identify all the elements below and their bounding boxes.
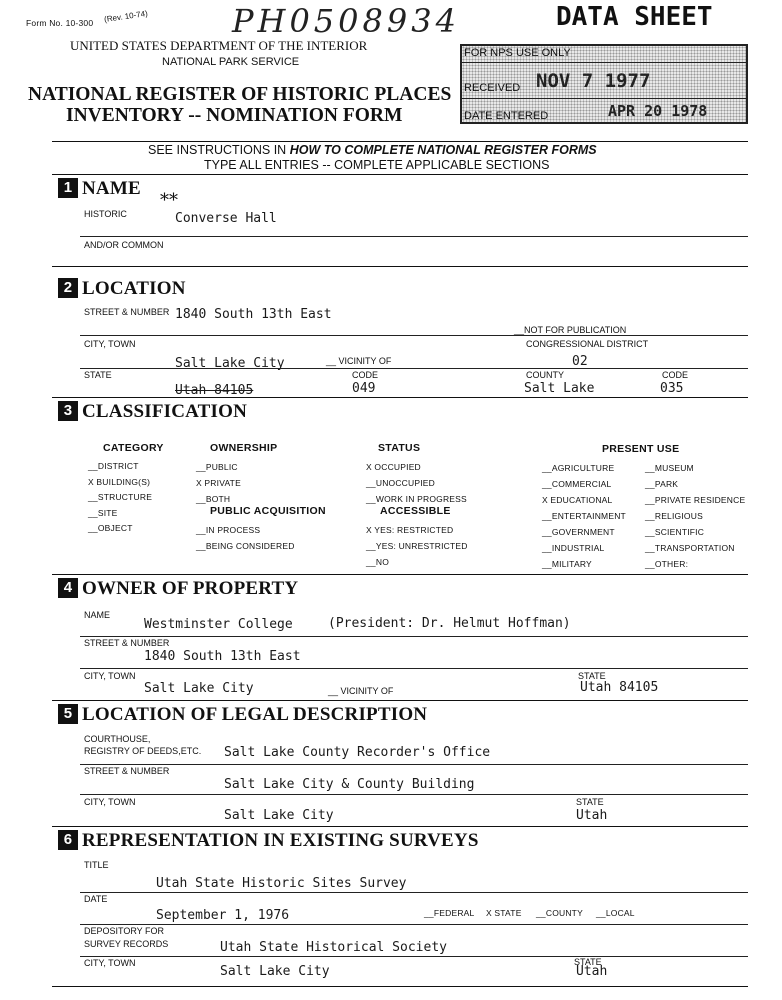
courthouse-label-2: REGISTRY OF DEEDS,ETC. (84, 746, 202, 756)
form-revision: (Rev. 10-74) (103, 8, 149, 25)
form-title-line2: INVENTORY -- NOMINATION FORM (66, 105, 403, 126)
list-item: __DISTRICT (88, 461, 139, 471)
public-acquisition-heading: PUBLIC ACQUISITION (210, 505, 326, 517)
section-1-heading: 1 NAME (58, 178, 141, 200)
form-title-line1: NATIONAL REGISTER OF HISTORIC PLACES (28, 84, 452, 105)
list-item: __MILITARY (542, 559, 592, 569)
depository-state-label: STATE (574, 957, 602, 967)
survey-date-value: September 1, 1976 (156, 908, 290, 923)
acquisition-list (196, 522, 295, 554)
list-item: __STRUCTURE (88, 492, 153, 502)
depository-label-1: DEPOSITORY FOR (84, 926, 165, 936)
list-item: __RELIGIOUS (645, 511, 703, 521)
courthouse-value: Salt Lake County Recorder's Office (224, 745, 491, 760)
list-item: X BUILDING(S) (88, 476, 151, 487)
owner-state-label: STATE (578, 671, 606, 681)
list-item: __PUBLIC (196, 462, 238, 472)
department-name: UNITED STATES DEPARTMENT OF THE INTERIOR (70, 38, 368, 53)
county-value: Salt Lake (524, 381, 595, 396)
depository-state-value: Utah (576, 964, 608, 979)
list-item: __ENTERTAINMENT (542, 511, 626, 521)
date-entered-stamp: APR 20 1978 (608, 102, 708, 120)
section-number: 2 (58, 278, 78, 298)
owner-street-label: STREET & NUMBER (84, 638, 170, 648)
survey-level-county: __COUNTY (536, 908, 583, 918)
owner-name-label: NAME (84, 610, 111, 620)
list-item: __PRIVATE RESIDENCE (645, 495, 746, 505)
historic-asterisks: ** (160, 190, 178, 211)
congressional-district-value: 02 (572, 354, 588, 369)
list-item: __IN PROCESS (196, 525, 261, 535)
list-item: __SITE (88, 507, 118, 518)
section-number: 4 (58, 578, 78, 598)
legal-street-label: STREET & NUMBER (84, 766, 170, 776)
list-item: __GOVERNMENT (542, 527, 615, 537)
survey-title-value: Utah State Historic Sites Survey (156, 876, 407, 891)
section-number: 5 (58, 704, 78, 724)
received-label: RECEIVED (464, 82, 521, 94)
survey-level-state: X STATE (486, 908, 522, 918)
ownership-heading: OWNERSHIP (210, 442, 278, 454)
section-3-heading: 3 CLASSIFICATION (58, 401, 247, 423)
status-list (366, 459, 467, 507)
owner-street-value: 1840 South 13th East (144, 649, 301, 664)
owner-name-value: Westminster College (144, 617, 293, 632)
handwritten-reference-number: PH0508934 (232, 2, 460, 40)
depository-value: Utah State Historical Society (220, 940, 447, 955)
section-5-heading: 5 LOCATION OF LEGAL DESCRIPTION (58, 704, 427, 726)
instructions-line2: TYPE ALL ENTRIES -- COMPLETE APPLICABLE SECTIONS (204, 158, 550, 172)
common-name-label: AND/OR COMMON (84, 240, 164, 250)
list-item: __PARK (645, 479, 679, 489)
list-item: __MUSEUM (645, 463, 694, 473)
survey-level-federal: __FEDERAL (424, 908, 475, 918)
list-item: __BEING CONSIDERED (196, 541, 295, 551)
list-item: __YES: UNRESTRICTED (366, 541, 468, 551)
depository-city-label: CITY, TOWN (84, 958, 136, 968)
historic-label: HISTORIC (84, 209, 127, 219)
section-4-heading: 4 OWNER OF PROPERTY (58, 578, 298, 600)
list-item: __OTHER: (645, 559, 689, 569)
accessible-heading: ACCESSIBLE (380, 505, 451, 517)
congressional-district-label: CONGRESSIONAL DISTRICT (526, 339, 649, 349)
list-item: __COMMERCIAL (542, 479, 612, 489)
list-item: __AGRICULTURE (542, 463, 615, 473)
owner-state-value: Utah 84105 (580, 680, 659, 695)
depository-label-2: SURVEY RECORDS (84, 939, 169, 949)
access-list (366, 522, 468, 570)
list-item: X PRIVATE (196, 478, 241, 488)
county-code-value: 035 (660, 381, 684, 396)
category-list (88, 459, 152, 537)
street-value: 1840 South 13th East (175, 307, 332, 322)
county-code-label: CODE (662, 370, 689, 380)
present-use-list-2 (645, 460, 745, 572)
vicinity-label: __ VICINITY OF (326, 356, 392, 366)
legal-state-value: Utah (576, 808, 608, 823)
status-heading: STATUS (378, 442, 421, 454)
survey-level-local: __LOCAL (596, 908, 635, 918)
not-for-publication: __NOT FOR PUBLICATION (514, 325, 627, 335)
list-item: __SCIENTIFIC (645, 527, 705, 537)
list-item: X EDUCATIONAL (542, 495, 613, 505)
state-code-value: 049 (352, 381, 376, 396)
owner-vicinity-label: __ VICINITY OF (328, 686, 394, 696)
list-item: __NO (366, 557, 390, 567)
survey-title-label: TITLE (84, 860, 109, 870)
instructions-line1: SEE INSTRUCTIONS IN HOW TO COMPLETE NATIONAL REGISTER FORMS (148, 143, 597, 157)
list-item: X YES: RESTRICTED (366, 525, 454, 535)
historic-name-value: Converse Hall (175, 211, 277, 226)
nps-use-only-box (460, 44, 748, 124)
data-sheet-stamp: DATA SHEET (556, 2, 713, 32)
form-number: Form No. 10-300 (26, 18, 94, 28)
city-label: CITY, TOWN (84, 339, 136, 349)
ownership-list (196, 459, 241, 507)
present-use-list-1 (542, 460, 626, 572)
list-item: __TRANSPORTATION (645, 543, 735, 553)
courthouse-label-1: COURTHOUSE, (84, 734, 151, 744)
section-6-heading: 6 REPRESENTATION IN EXISTING SURVEYS (58, 830, 479, 852)
legal-city-label: CITY, TOWN (84, 797, 136, 807)
list-item: __WORK IN PROGRESS (366, 494, 467, 504)
received-stamp: NOV 7 1977 (536, 70, 651, 92)
date-entered-label: DATE ENTERED (464, 110, 549, 122)
list-item: __UNOCCUPIED (366, 478, 435, 488)
street-label: STREET & NUMBER (84, 307, 170, 317)
state-label: STATE (84, 370, 112, 380)
county-label: COUNTY (526, 370, 564, 380)
legal-city-value: Salt Lake City (224, 808, 334, 823)
list-item: __INDUSTRIAL (542, 543, 605, 553)
list-item: X OCCUPIED (366, 462, 421, 472)
section-number: 1 (58, 178, 78, 198)
section-number: 3 (58, 401, 78, 421)
legal-street-value: Salt Lake City & County Building (224, 777, 475, 792)
category-heading: CATEGORY (103, 442, 164, 454)
depository-city-value: Salt Lake City (220, 964, 330, 979)
list-item: __OBJECT (88, 523, 133, 533)
present-use-heading: PRESENT USE (602, 443, 680, 455)
owner-city-label: CITY, TOWN (84, 671, 136, 681)
owner-name-note: (President: Dr. Helmut Hoffman) (328, 616, 571, 631)
survey-date-label: DATE (84, 894, 108, 904)
nps-label: FOR NPS USE ONLY (464, 47, 571, 59)
legal-state-label: STATE (576, 797, 604, 807)
city-value: Salt Lake City (175, 356, 285, 371)
service-name: NATIONAL PARK SERVICE (162, 56, 300, 68)
state-value: Utah 84105 (175, 383, 254, 398)
list-item: __BOTH (196, 494, 231, 504)
code-label: CODE (352, 370, 379, 380)
owner-city-value: Salt Lake City (144, 681, 254, 696)
section-number: 6 (58, 830, 78, 850)
section-2-heading: 2 LOCATION (58, 278, 186, 300)
